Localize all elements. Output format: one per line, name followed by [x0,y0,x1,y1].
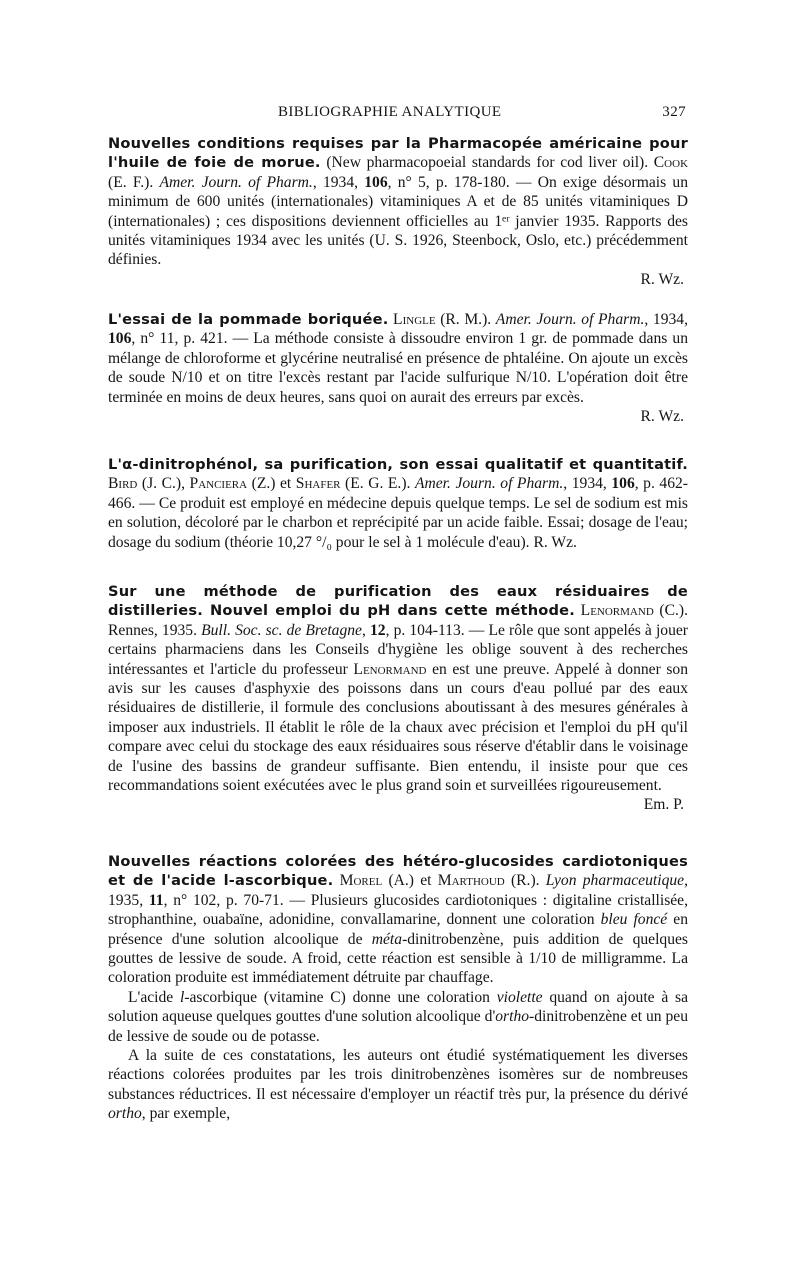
publication-year: , [361,621,370,639]
bibliography-entry [108,852,688,1124]
author-name: Marthoud [437,872,505,890]
publication-year: , 1934, [312,173,365,191]
volume-number: 12 [369,621,386,639]
entry-paragraph [108,582,688,795]
entry-paragraph [108,455,688,552]
journal-name: Amer. Journ. of Pharm. [159,173,313,191]
emphasis-text: ortho [495,1008,530,1026]
author-initials: (R.). [504,872,546,890]
entry-paragraph [108,1046,688,1124]
entry-text: (New pharmacopoeial standards for cod liver oil). [320,154,654,172]
bibliography-entry [108,134,688,289]
author-initials: (E. F.). [108,173,160,191]
journal-name: Lyon pharmaceutique [545,872,685,890]
author-name: Cook [653,154,689,172]
entry-paragraph [108,988,688,1046]
publication-year: , 1935, [108,872,688,909]
emphasis-text: ortho [108,1105,142,1123]
journal-name: Amer. Journ. of Pharm. [414,475,564,493]
author-name: Panciera [189,475,248,493]
author-initials: (R. M.). [435,311,496,328]
entry-title: L'α-dinitrophénol, sa purification, son essai qualitatif et quantitatif. [108,456,688,473]
running-head [108,104,686,121]
entry-text: -ascorbique (vitamine C) donne une coloration [184,988,497,1006]
author-initials: (E. G. E.). [340,475,415,493]
author-name: Lenormand [353,660,427,678]
publication-year: , 1934, [563,475,612,493]
author-initials: (J. C.), [137,475,190,493]
entry-text: , par exemple, [141,1105,231,1123]
author-initials: (Z.) et [247,475,296,493]
emphasis-text: bleu foncé [600,911,668,929]
entry-text: L'acide [128,988,180,1006]
entry-text: , n° 102, p. 70-71. — Plusieurs glucosides cardiotoniques : digitaline cristallisée, strophanthine, ouabaïne, adonidine, convallamarine, donnent une coloration [108,891,689,929]
entry-text: , p. 462-466. — Ce produit est employé en médecine depuis quelque temps. Le sel de sodium est mis en solution, décoloré par le charbon et reprécipité par un acide faible. Essai; dosage de l'eau; dosage du sodium (théorie 10,27 °/₀ pour le sel à 1 molécule d'eau). [108,475,689,551]
emphasis-text: violette [496,988,543,1006]
entry-paragraph [108,852,688,988]
volume-number: 106 [611,475,635,493]
entry-title: L'essai de la pommade boriquée. [108,311,389,328]
entry-text: -dinitrobenzène et un peu de lessive de soude ou de potasse. [108,1008,688,1045]
emphasis-text: méta [371,930,403,948]
bibliography-entry [108,582,688,815]
volume-number: 106 [364,173,388,191]
entry-text: , n° 11, p. 421. — La méthode consiste à dissoudre environ 1 gr. de pommade dans un mélange de chloroforme et glycérine neutralisé en présence de phtaléine. On ajoute un excès de soude N/10 et on titre l'excès restant par l'acide sulfurique N/10. L'opération doit être terminée en moins de deux heures, sans quoi on aurait des erreurs par excès. [108,330,688,406]
entry-paragraph [108,134,688,270]
page-number: 327 [662,104,686,120]
author-name: Lingle [388,311,436,328]
entry-text: en présence d'une solution alcoolique de [108,911,688,948]
volume-number: 11 [148,891,164,909]
author-initials: (A.) et [382,872,438,890]
entry-text: quand on ajoute à sa solution aqueuse quelques gouttes d'une solution alcoolique d' [108,988,688,1026]
entry-paragraph [108,310,688,407]
entry-text: A la suite de ces constatations, les auteurs ont étudié systématiquement les diverses réactions colorées produites par les trois dinitrobenzènes isomères sur de nombreuses substances réductrices. Il est nécessaire d'employer un réactif très pur, la présence du dérivé [108,1047,688,1103]
entry-text: , n° 5, p. 178-180. — On exige désormais un minimum de 600 unités (internationales) vitaminiques A et de 85 unités vitaminiques D (internationales) ; ces dispositions deviennent officielles au 1ᵉʳ janvier 1935. Rapports des unités vitaminiques 1934 avec les unités (U. S. 1926, Steenbock, Oslo, etc.) précédemment définies. [108,173,689,269]
entry-title: Sur une méthode de purification des eaux résiduaires de distilleries. Nouvel emploi du pH dans cette méthode. [108,583,688,620]
emphasis-text: l [179,988,185,1006]
reviewer-signature: R. Wz. [533,533,577,551]
volume-number: 106 [108,330,132,348]
entry-text: en est une preuve. Appelé à donner son avis sur les causes d'asphyxie des poissons dans un cours d'eau pollué par des eaux résiduaires de distillerie, il formule des conclusions aboutissant à des mesures générales à imposer aux industriels. Il établit le rôle de la chaux avec précision et l'emploi du pH qu'il compare avec celui du stockage des eaux résiduaires sous réserve d'établir dans le voisinage de l'usine des bassins de grandeur suffisante. Bien entendu, il insiste pour que ces recommandations soient exécutées avec le plus grand soin et surveillées rigoureusement. [108,660,689,795]
journal-name: Amer. Journ. of Pharm. [495,311,645,328]
reviewer-signature: Em. P. [643,796,684,814]
author-name: Morel [333,872,383,890]
reviewer-signature: R. Wz. [640,270,684,288]
author-name: Lenormand [575,602,654,620]
running-head-title: BIBLIOGRAPHIE ANALYTIQUE [278,104,502,120]
entry-text: , p. 104-113. — Le rôle que sont appelés à jouer certains pharmaciens dans les Conseils d'hygiène les oblige souvent à des recherches intéressantes et l'article du professeur [108,621,688,678]
publication-year: , 1934, [644,311,688,328]
author-name: Shafer [295,475,341,493]
bibliography-entry [108,310,688,426]
journal-name: Bull. Soc. sc. de Bretagne [201,621,362,639]
entry-title: Nouvelles réactions colorées des hétéro-glucosides cardiotoniques et de l'acide l-ascorbique. [108,853,688,890]
reviewer-signature: R. Wz. [640,408,684,426]
author-name: Bird [108,475,138,493]
entry-title: Nouvelles conditions requises par la Pharmacopée américaine pour l'huile de foie de morue. [108,135,688,172]
bibliography-entry [108,455,688,552]
author-initials: (C.). Rennes, 1935. [108,602,688,639]
entry-text: -dinitrobenzène, puis addition de quelques gouttes de lessive de soude. A froid, cette réaction est sensible à 1/10 de milligramme. La coloration produite est immédiatement détruite par chauffage. [108,930,688,987]
